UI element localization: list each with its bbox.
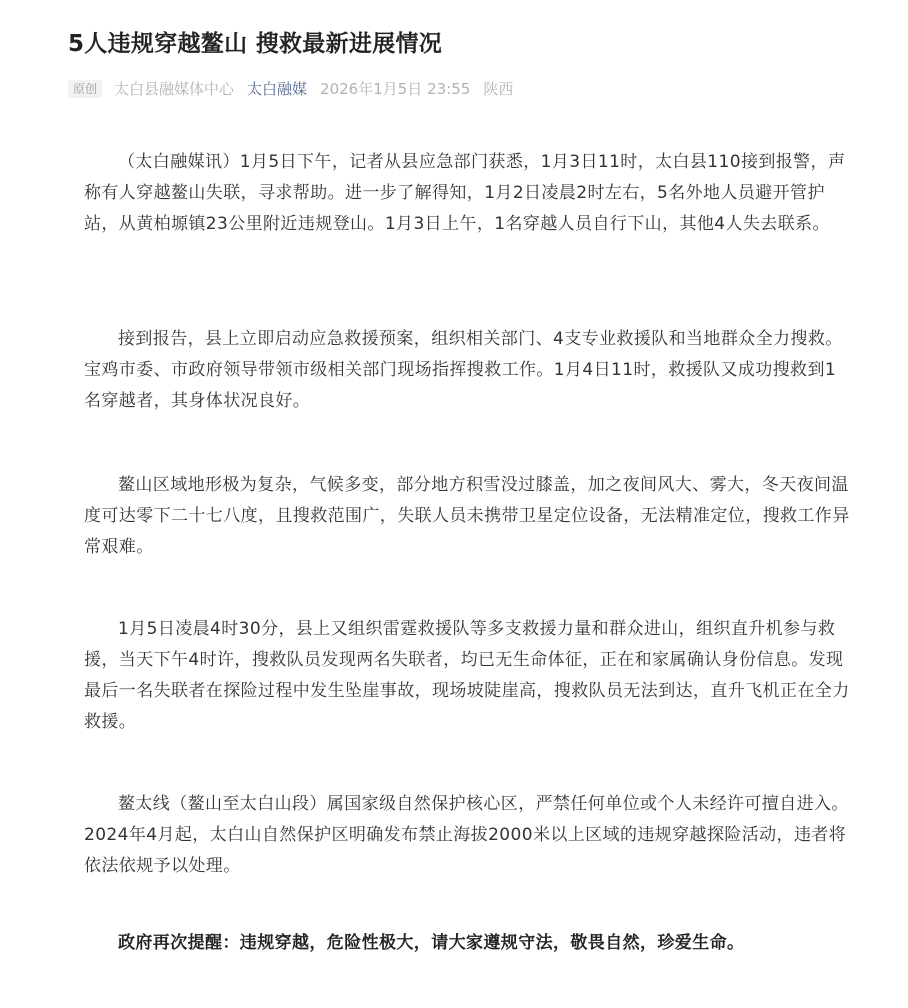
paragraph-1: （太白融媒讯）1月5日下午，记者从县应急部门获悉，1月3日11时，太白县110接到报警，声称有人穿越鳌山失联，寻求帮助。进一步了解得知，1月2日凌晨2时左右，5名外地人员避开管护站，从黄柏塬镇23公里附近违规登山。1月3日上午，1名穿越人员自行下山，其他4人失去联系。 [84,152,846,234]
author-name: 太白县融媒体中心 [114,80,235,98]
original-tag: 原创 [68,80,102,98]
paragraph-3: 鳌山区域地形极为复杂，气候多变，部分地方积雪没过膝盖，加之夜间风大、雾大，冬天夜间温度可达零下二十七八度，且搜救范围广，失联人员未携带卫星定位设备，无法精准定位，搜救工作异常艰难。 [84,475,850,557]
paragraph-4: 1月5日凌晨4时30分，县上又组织雷霆救援队等多支救援力量和群众进山，组织直升机参与救援，当天下午4时许，搜救队员发现两名失联者，均已无生命体征，正在和家属确认身份信息。发现最后一名失联者在探险过程中发生坠崖事故，现场坡陡崖高，搜救队员无法到达，直升飞机正在全力救援。 [84,619,850,732]
article-title: 5人违规穿越鳌山 搜救最新进展情况 [68,31,443,57]
publish-datetime: 2026年1月5日 23:55 [320,80,471,98]
publish-location: 陕西 [483,80,514,98]
article-meta [68,78,526,100]
paragraph-2: 接到报告，县上立即启动应急救援预案，组织相关部门、4支专业救援队和当地群众全力搜救。宝鸡市委、市政府领导带领市级相关部门现场指挥搜救工作。1月4日11时，救援队又成功搜救到1名穿越者，其身体状况良好。 [84,329,843,411]
account-link[interactable]: 太白融媒 [247,80,308,98]
paragraph-5: 鳌太线（鳌山至太白山段）属国家级自然保护核心区，严禁任何单位或个人未经许可擅自进入。2024年4月起，太白山自然保护区明确发布禁止海拔2000米以上区域的违规穿越探险活动，违者将依法依规予以处理。 [84,794,849,876]
government-reminder: 政府再次提醒：违规穿越，危险性极大，请大家遵规守法，敬畏自然，珍爱生命。 [118,933,745,953]
